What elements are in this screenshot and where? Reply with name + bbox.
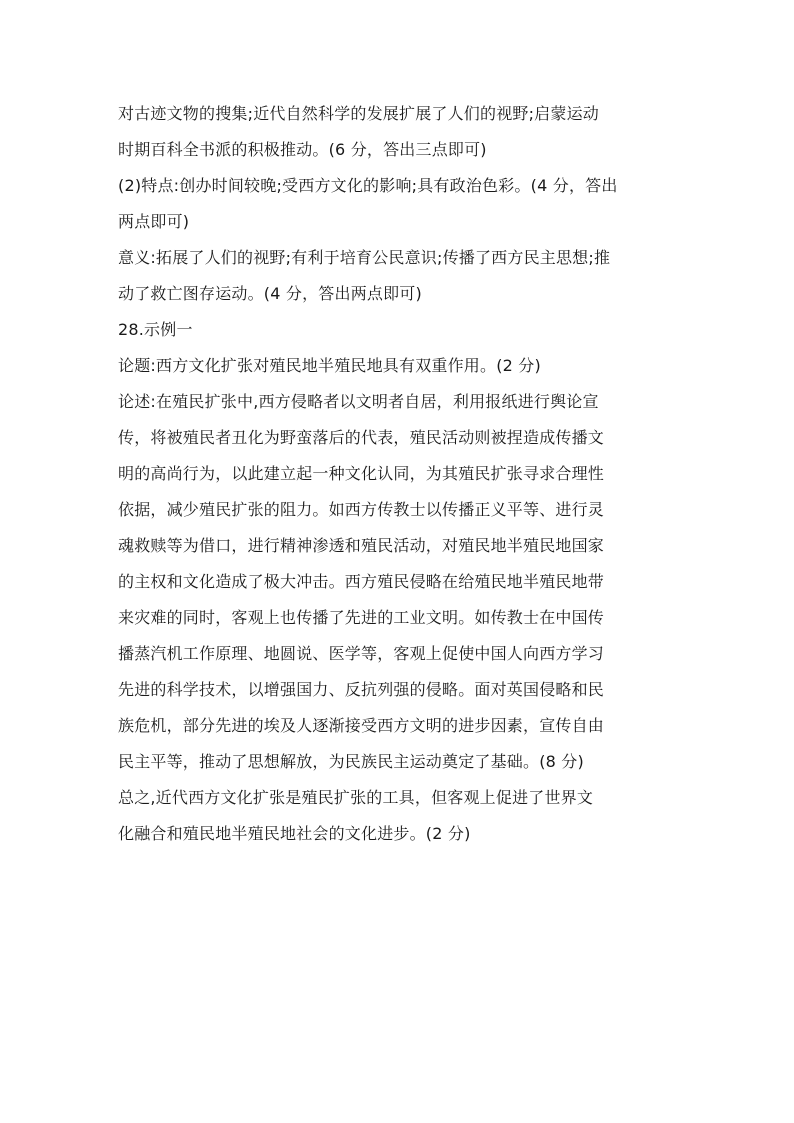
text-line: 时期百科全书派的积极推动。(6 分，答出三点即可) bbox=[118, 140, 487, 159]
text-line: 动了救亡图存运动。(4 分，答出两点即可) bbox=[118, 284, 422, 303]
text-line: 化融合和殖民地半殖民地社会的文化进步。(2 分) bbox=[118, 824, 471, 843]
text-line: 的主权和文化造成了极大冲击。西方殖民侵略在给殖民地半殖民地带 bbox=[118, 572, 605, 591]
text-line: 族危机，部分先进的埃及人逐渐接受西方文明的进步因素，宣传自由 bbox=[118, 716, 605, 735]
document-page bbox=[118, 96, 684, 852]
text-line: 两点即可) bbox=[118, 212, 190, 231]
text-line: 论述:在殖民扩张中,西方侵略者以文明者自居，利用报纸进行舆论宣 bbox=[118, 392, 599, 411]
text-line: (2)特点:创办时间较晚;受西方文化的影响;具有政治色彩。(4 分，答出 bbox=[118, 176, 618, 195]
text-line: 民主平等，推动了思想解放，为民族民主运动奠定了基础。(8 分) bbox=[118, 752, 584, 771]
text-line: 依据，减少殖民扩张的阻力。如西方传教士以传播正义平等、进行灵 bbox=[118, 500, 605, 519]
text-line: 来灾难的同时，客观上也传播了先进的工业文明。如传教士在中国传 bbox=[118, 608, 605, 627]
text-line: 论题:西方文化扩张对殖民地半殖民地具有双重作用。(2 分) bbox=[118, 356, 541, 375]
text-line: 播蒸汽机工作原理、地圆说、医学等，客观上促使中国人向西方学习 bbox=[118, 644, 605, 663]
section-heading: 28.示例一 bbox=[118, 320, 193, 339]
text-line: 传，将被殖民者丑化为野蛮落后的代表，殖民活动则被捏造成传播文 bbox=[118, 428, 605, 447]
text-line: 对古迹文物的搜集;近代自然科学的发展扩展了人们的视野;启蒙运动 bbox=[118, 104, 599, 123]
text-line: 意义:拓展了人们的视野;有利于培育公民意识;传播了西方民主思想;推 bbox=[118, 248, 611, 267]
text-line: 先进的科学技术，以增强国力、反抗列强的侵略。面对英国侵略和民 bbox=[118, 680, 605, 699]
text-line: 明的高尚行为，以此建立起一种文化认同，为其殖民扩张寻求合理性 bbox=[118, 464, 605, 483]
text-line: 总之,近代西方文化扩张是殖民扩张的工具，但客观上促进了世界文 bbox=[118, 788, 594, 807]
text-line: 魂救赎等为借口，进行精神渗透和殖民活动，对殖民地半殖民地国家 bbox=[118, 536, 605, 555]
